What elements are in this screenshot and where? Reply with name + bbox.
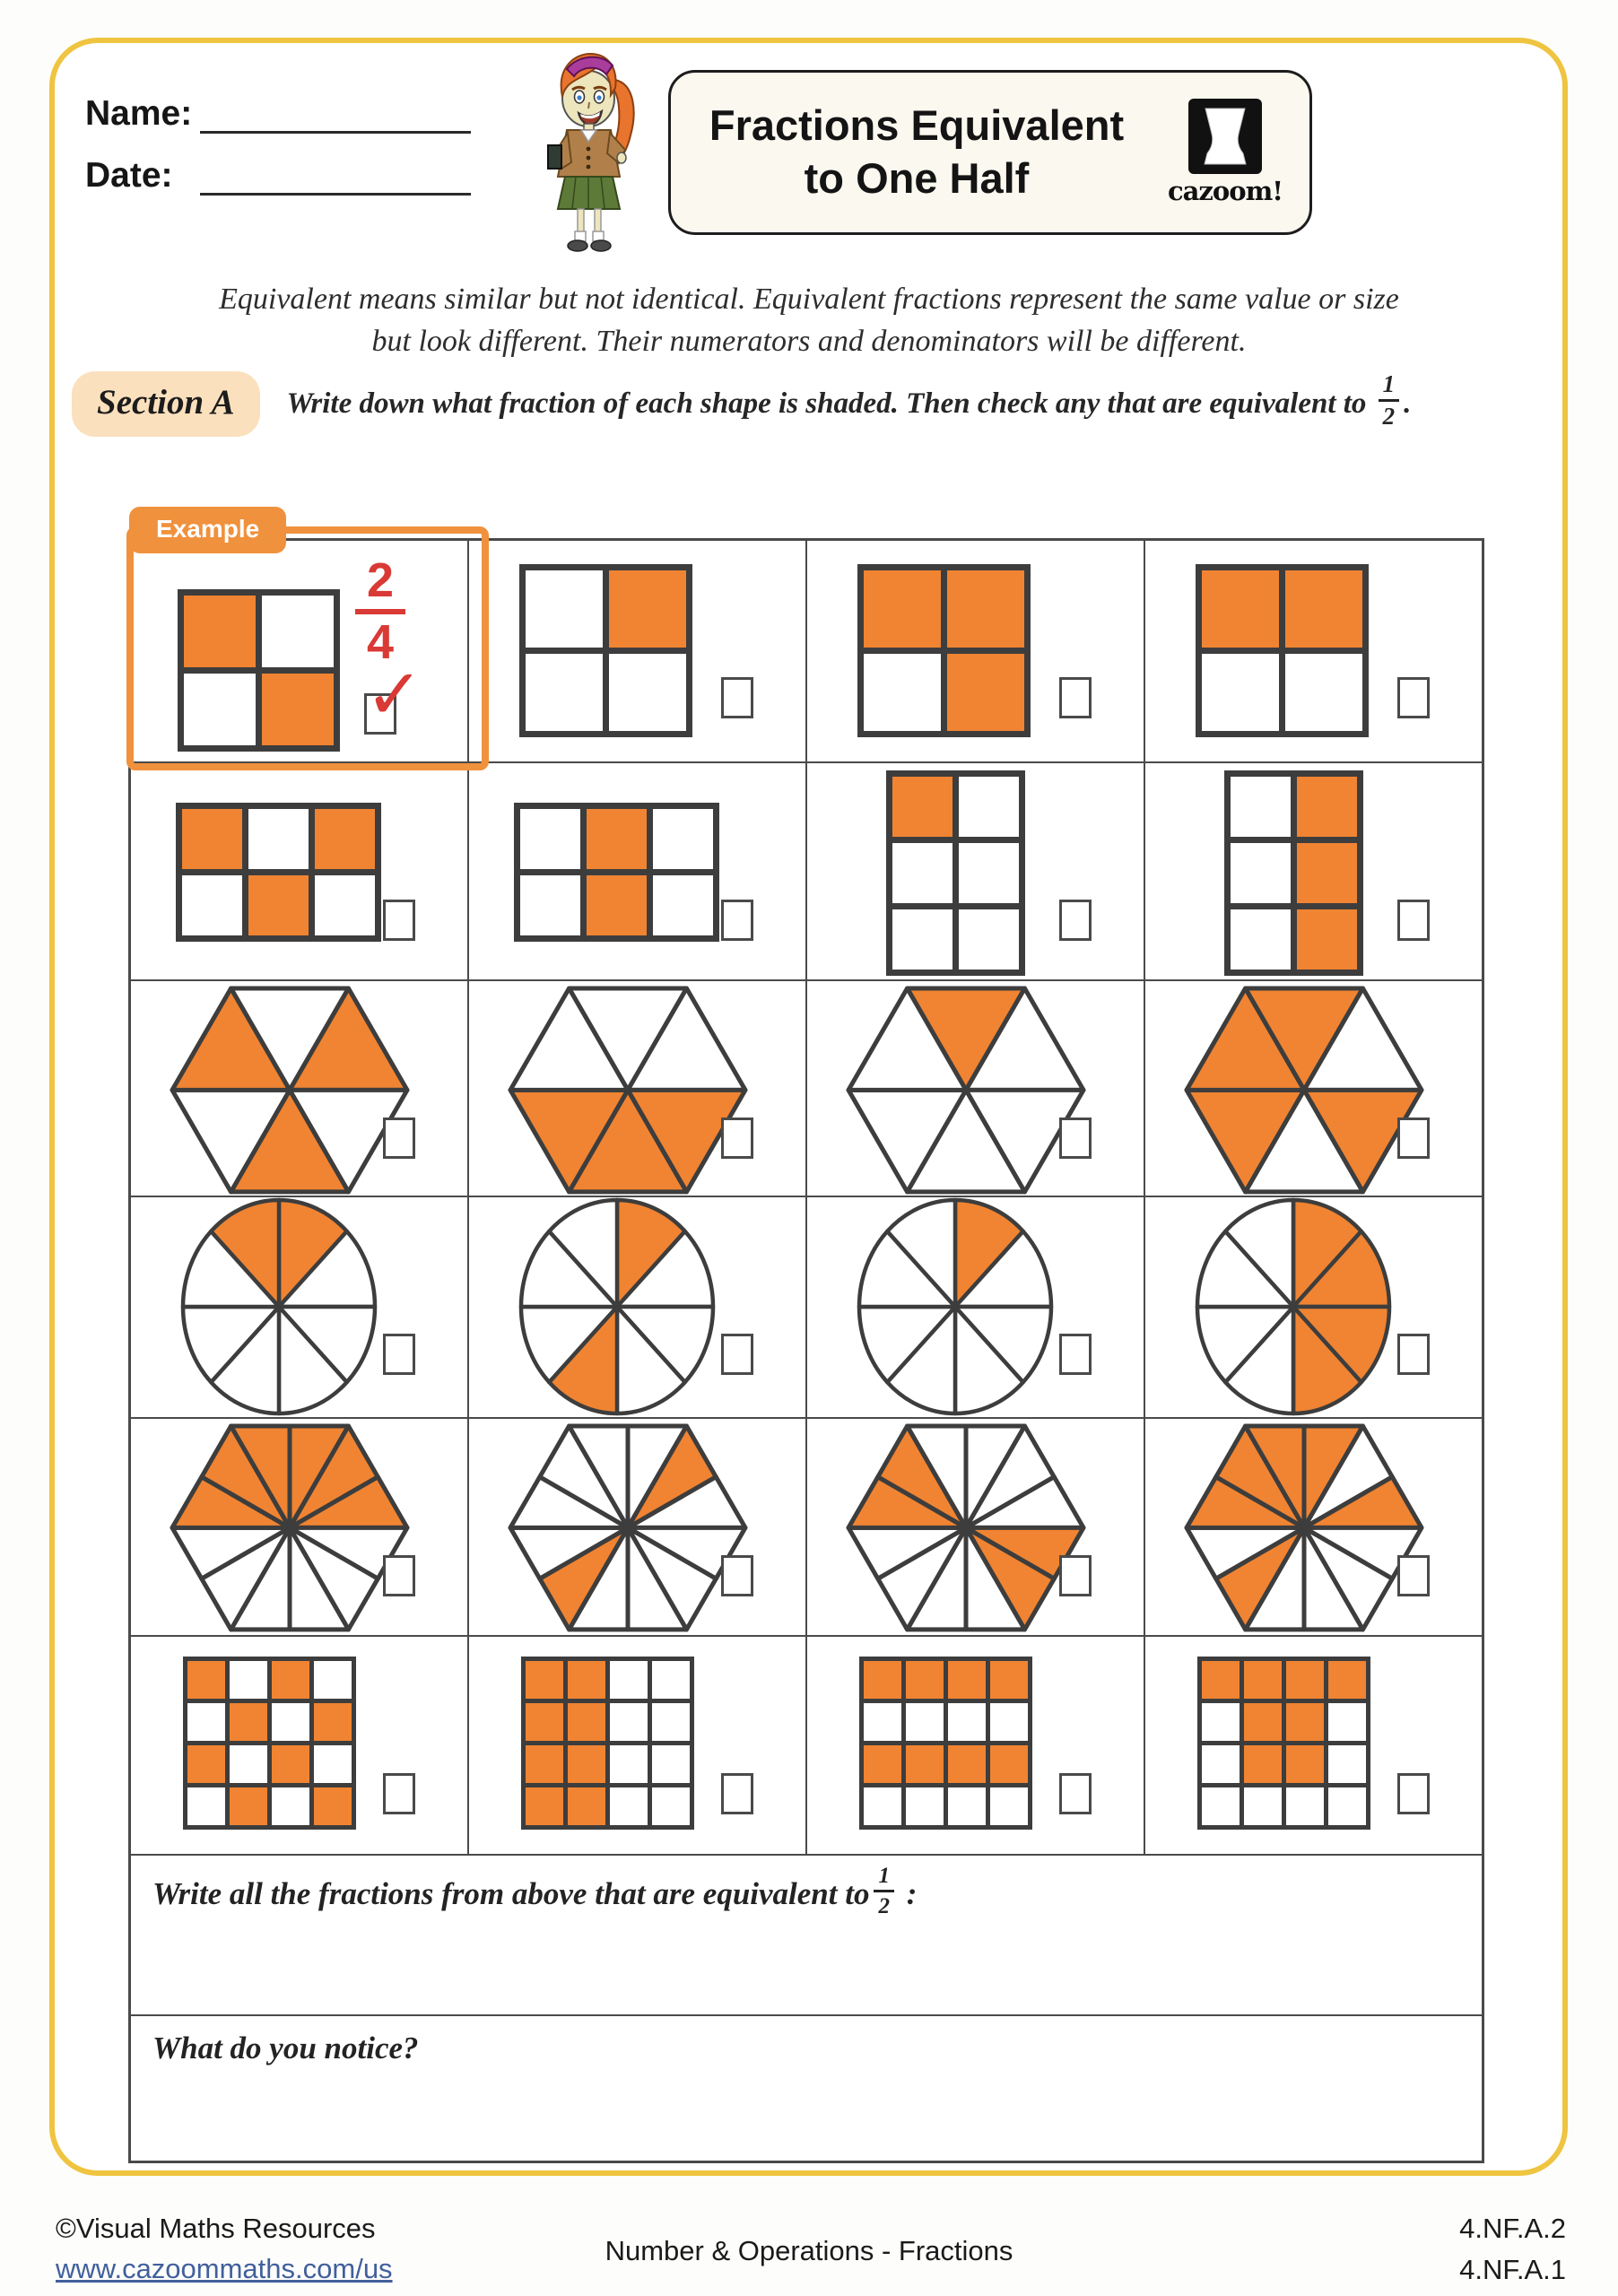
intro-line2: but look different. Their numerators and denominators will be different. (371, 325, 1247, 358)
copyright-text: ©Visual Maths Resources (56, 2213, 376, 2244)
one-half-fraction: $\frac{1}{2}$ (874, 1865, 894, 1918)
worksheet-grid (128, 515, 1484, 2163)
shape-wrap (507, 1422, 749, 1638)
grid-cell-r3c3 (806, 980, 1144, 1196)
intro-line1: Equivalent means similar but not identical. Equivalent fractions represent the same value or size (219, 283, 1399, 316)
equivalent-checkbox[interactable] (383, 1773, 415, 1814)
grid-cell-r5c1 (130, 1418, 468, 1636)
standard-2: 4.NF.A.1 (1459, 2254, 1566, 2285)
grid-cell-r3c2 (468, 980, 806, 1196)
equivalent-checkbox[interactable] (1059, 1555, 1092, 1596)
shape-wrap (1194, 1196, 1393, 1422)
student-id-block (85, 93, 471, 217)
question-write-fractions-area[interactable] (130, 1855, 1483, 2015)
cazoom-glass-icon (1188, 99, 1262, 174)
grid-cell-r5c3 (806, 1418, 1144, 1636)
fraction-shape-grid (178, 589, 340, 752)
fraction-shape-grid (886, 770, 1025, 976)
equivalent-checkbox[interactable] (1397, 1334, 1430, 1375)
fraction-shape-hex6 (507, 985, 749, 1196)
one-half-fraction: $\frac{1}{2}$ (1379, 372, 1400, 429)
grid-cell-r5c2 (468, 1418, 806, 1636)
fraction-shape-grid (176, 803, 381, 942)
fraction-shape-hex6 (169, 985, 411, 1196)
shape-wrap (183, 1657, 356, 1834)
shape-wrap (856, 1196, 1055, 1422)
fraction-shape-hex6 (845, 985, 1087, 1196)
section-a-row (72, 371, 1555, 437)
fraction-shape-hex12 (169, 1422, 411, 1633)
grid-cell-r2c2 (468, 762, 806, 980)
fraction-shape-grid (514, 803, 719, 942)
cazoom-logo-text: cazoom! (1167, 176, 1283, 206)
grid-cell-r2c4 (1144, 762, 1483, 980)
date-row (85, 155, 471, 196)
equivalent-checkbox[interactable] (1059, 1118, 1092, 1159)
equivalent-checkbox[interactable] (1397, 1773, 1430, 1814)
shape-wrap (1197, 1657, 1370, 1834)
grid-cell-r6c2 (468, 1636, 806, 1855)
shape-wrap (169, 1422, 411, 1638)
fraction-shape-hex6 (1183, 985, 1425, 1196)
worksheet-title (671, 100, 1150, 205)
equivalent-checkbox[interactable] (1397, 1555, 1430, 1596)
date-input-line[interactable] (200, 155, 471, 196)
name-label: Name: (85, 94, 193, 133)
example-fraction: $\frac{2}{4}$ (355, 555, 405, 667)
shape-wrap (521, 1657, 694, 1834)
grid-cell-r6c4 (1144, 1636, 1483, 1855)
fraction-shape-grid (859, 1657, 1032, 1830)
grid-cell-r1c3 (806, 540, 1144, 762)
grid-cell-r4c4 (1144, 1196, 1483, 1418)
question-write-fractions-text: Write all the fractions from above that are equivalent to $\frac{1}{2}$ : (152, 1864, 918, 1918)
fraction-shape-grid (1197, 1657, 1370, 1830)
equivalent-checkbox[interactable] (1059, 900, 1092, 941)
grid-cell-r4c1 (130, 1196, 468, 1418)
website-link[interactable]: www.cazoommaths.com/us (56, 2253, 393, 2284)
equivalent-checkbox[interactable] (1059, 1773, 1092, 1814)
grid-cell-r1c1 (130, 515, 468, 762)
book (548, 145, 561, 169)
shape-wrap (1183, 985, 1425, 1200)
instruction-suffix: . (1404, 387, 1412, 421)
shape-wrap (1196, 564, 1369, 742)
fraction-shape-circle8 (856, 1196, 1055, 1417)
shape-wrap (859, 1657, 1032, 1834)
shape-wrap (519, 564, 692, 742)
fraction-shape-grid (1224, 770, 1363, 976)
grid-cell-r3c4 (1144, 980, 1483, 1196)
fraction-shape-grid (519, 564, 692, 737)
shape-wrap (845, 1422, 1087, 1638)
title-line2: to One Half (804, 154, 1030, 202)
fraction-shape-hex12 (507, 1422, 749, 1633)
grid-cell-r2c1 (130, 762, 468, 980)
shape-wrap (514, 803, 719, 946)
equivalent-checkbox[interactable] (383, 900, 415, 941)
cazoom-logo (1150, 99, 1309, 206)
fraction-shape-grid (1196, 564, 1369, 737)
intro-text (0, 278, 1618, 362)
equivalent-checkbox[interactable] (721, 1334, 753, 1375)
equivalent-checkbox[interactable] (383, 1555, 415, 1596)
title-box (668, 70, 1312, 235)
section-a-instruction (286, 370, 1412, 434)
fraction-shape-grid (857, 564, 1031, 737)
fraction-shape-circle8 (518, 1196, 717, 1417)
fraction-shape-grid (521, 1657, 694, 1830)
grid-cell-r6c1 (130, 1636, 468, 1855)
shape-wrap (169, 985, 411, 1200)
equivalent-checkbox[interactable] (721, 1555, 753, 1596)
equivalent-checkbox[interactable] (1397, 900, 1430, 941)
shape-wrap (857, 564, 1031, 742)
shape-wrap (1183, 1422, 1425, 1638)
equivalent-checkbox[interactable] (721, 677, 753, 718)
shape-wrap (507, 985, 749, 1200)
example-tab: Example (129, 507, 286, 553)
footer-topic: Number & Operations - Fractions (605, 2235, 1013, 2266)
equivalent-checkbox[interactable] (1397, 1118, 1430, 1159)
shape-wrap (845, 985, 1087, 1200)
grid-cell-r2c3 (806, 762, 1144, 980)
shape-wrap (1224, 770, 1363, 980)
name-row (85, 93, 471, 134)
date-label: Date: (85, 156, 173, 195)
grid-cell-r1c4 (1144, 540, 1483, 762)
student-girl-illustration (526, 39, 660, 255)
name-input-line[interactable] (200, 93, 471, 134)
fraction-shape-grid (183, 1657, 356, 1830)
question-notice-text: What do you notice? (152, 2031, 419, 2066)
fraction-shape-circle8 (1194, 1196, 1393, 1417)
equivalent-checkbox[interactable] (383, 1334, 415, 1375)
fraction-shape-hex12 (1183, 1422, 1425, 1633)
equivalent-checkbox[interactable] (1397, 677, 1430, 718)
grid-cell-r4c2 (468, 1196, 806, 1418)
equivalent-checkbox[interactable] (721, 1773, 753, 1814)
equivalent-checkbox[interactable] (721, 900, 753, 941)
section-a-label: Section A (72, 371, 260, 437)
shape-wrap (518, 1196, 717, 1422)
shape-wrap (179, 1196, 378, 1422)
footer-standards (1459, 2208, 1566, 2291)
question-notice-area[interactable] (130, 2015, 1483, 2161)
equivalent-checkbox[interactable] (383, 1118, 415, 1159)
grid-cell-r3c1 (130, 980, 468, 1196)
grid-cell-r5c4 (1144, 1418, 1483, 1636)
equivalent-checkbox[interactable] (1059, 677, 1092, 718)
equivalent-checkbox[interactable] (721, 1118, 753, 1159)
title-line1: Fractions Equivalent (709, 101, 1125, 150)
equivalent-checkbox[interactable] (1059, 1334, 1092, 1375)
standard-1: 4.NF.A.2 (1459, 2213, 1566, 2244)
fraction-shape-circle8 (179, 1196, 378, 1417)
equivalent-checkbox[interactable] (364, 655, 424, 735)
instruction-text: Write down what fraction of each shape is shaded. Then check any that are equivalent to (286, 387, 1367, 421)
grid-cell-r1c2 (468, 540, 806, 762)
fraction-shape-hex12 (845, 1422, 1087, 1633)
example-checkmark: ✓ (365, 655, 424, 735)
grid-cell-r6c3 (806, 1636, 1144, 1855)
shape-wrap (886, 770, 1025, 980)
grid-cell-r4c3 (806, 1196, 1144, 1418)
shape-wrap (178, 589, 340, 756)
shape-wrap (176, 803, 381, 946)
